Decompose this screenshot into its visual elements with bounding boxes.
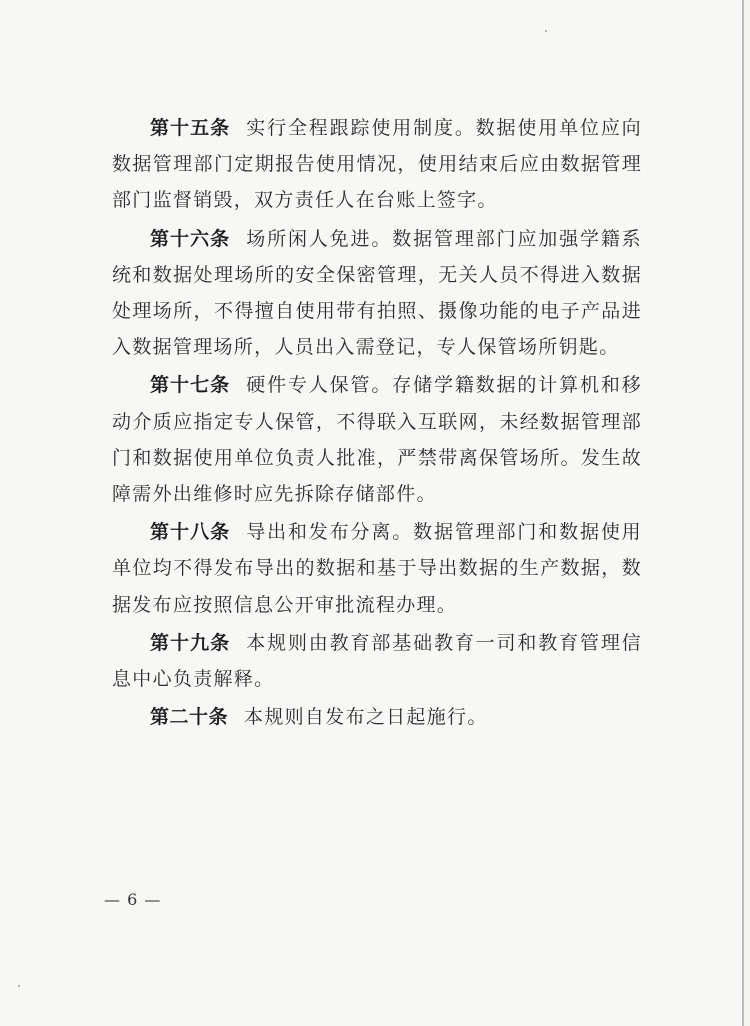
article-label: 第十七条: [150, 374, 231, 397]
article-text: 本规则自发布之日起施行。: [244, 706, 488, 729]
page-number: — 6 —: [104, 890, 162, 909]
scan-speck: [18, 985, 20, 987]
scan-speck: [545, 30, 547, 32]
article-18: [112, 514, 642, 623]
article-text: 硬件专人保管。存储学籍数据的计算机和移动介质应指定专人保管，不得联入互联网，未经数据管理部门和数据使用单位负责人批准，严禁带离保管场所。发生故障需外出维修时应先拆除存储部件。: [112, 374, 642, 506]
article-label: 第十九条: [150, 631, 231, 654]
article-text: 导出和发布分离。数据管理部门和数据使用单位均不得发布导出的数据和基于导出数据的生产数据，数据发布应按照信息公开审批流程办理。: [112, 521, 642, 616]
article-17: [112, 367, 642, 512]
article-text: 场所闲人免进。数据管理部门应加强学籍系统和数据处理场所的安全保密管理，无关人员不得进入数据处理场所，不得擅自使用带有拍照、摄像功能的电子产品进入数据管理场所，人员出入需登记，专人保管场所钥匙。: [112, 227, 642, 359]
article-label: 第十八条: [150, 521, 231, 544]
article-text: 本规则由教育部基础教育一司和教育管理信息中心负责解释。: [112, 631, 642, 691]
article-15: [112, 110, 642, 219]
article-label: 第十六条: [150, 227, 231, 250]
article-16: [112, 221, 642, 366]
article-19: [112, 625, 642, 697]
article-label: 第十五条: [150, 117, 231, 139]
article-text: 实行全程跟踪使用制度。数据使用单位应向数据管理部门定期报告使用情况，使用结束后应由数据管理部门监督销毁，双方责任人在台账上签字。: [112, 117, 642, 212]
document-body: [112, 110, 642, 737]
article-20: [112, 699, 642, 735]
article-label: 第二十条: [150, 706, 229, 729]
